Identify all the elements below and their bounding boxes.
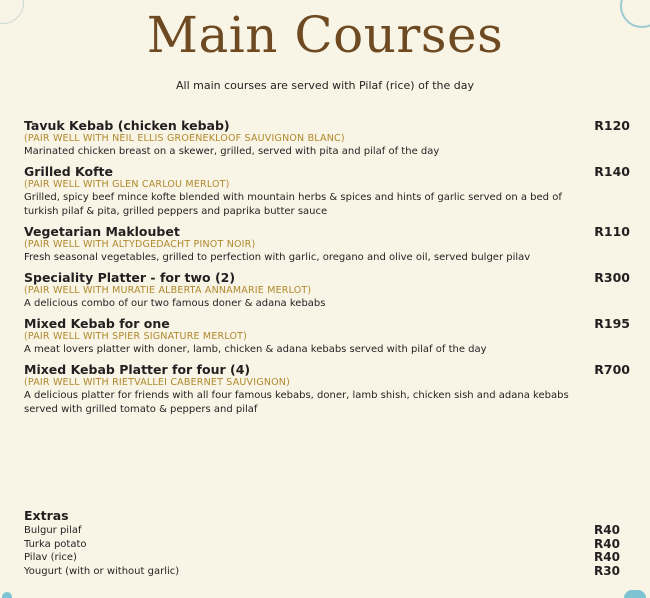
- course-description: Marinated chicken breast on a skewer, grilled, served with pita and pilaf of the day: [24, 146, 440, 157]
- course-item: [24, 118, 632, 159]
- course-price: R195: [594, 316, 630, 331]
- extra-name: Yougurt (with or without garlic): [24, 565, 180, 577]
- extra-item: [24, 565, 632, 579]
- extra-name: Pilav (rice): [24, 552, 77, 563]
- extra-item: [24, 538, 632, 552]
- course-description: Grilled, spicy beef mince kofte blended with mountain herbs & spices and hints of garlic served on a bed of turkish pilaf & pita, grilled peppers and paprika butter sauce: [24, 192, 562, 217]
- course-name: Vegetarian Makloubet: [24, 224, 180, 239]
- course-name: Mixed Kebab Platter for four (4): [24, 362, 251, 377]
- wine-pairing: (PAIR WELL WITH GLEN CARLOU MERLOT): [24, 179, 230, 190]
- course-description: A delicious platter for friends with all four famous kebabs, doner, lamb shish, chicken sish and adana kebabs served with grilled tomato & peppers and pilaf: [24, 390, 569, 415]
- page-subtitle: All main courses are served with Pilaf (rice) of the day: [176, 79, 474, 92]
- wine-pairing: (PAIR WELL WITH ALTYDGEDACHT PINOT NOIR): [24, 239, 256, 250]
- course-name: Tavuk Kebab (chicken kebab): [24, 118, 230, 133]
- extra-price: R30: [594, 563, 620, 578]
- course-name: Speciality Platter - for two (2): [24, 270, 236, 285]
- course-name: Grilled Kofte: [24, 164, 114, 179]
- wine-pairing: (PAIR WELL WITH RIETVALLEI CABERNET SAUVIGNON): [24, 377, 291, 388]
- wine-pairing: (PAIR WELL WITH SPIER SIGNATURE MERLOT): [24, 331, 248, 342]
- course-description: A delicious combo of our two famous doner & adana kebabs: [24, 298, 326, 309]
- course-price: R300: [594, 270, 630, 285]
- course-item: [24, 362, 632, 417]
- extra-price: R40: [594, 523, 620, 537]
- extra-name: Bulgur pilaf: [24, 525, 82, 536]
- course-price: R110: [594, 224, 630, 239]
- course-item: [24, 164, 632, 219]
- border-ornament: [2, 592, 12, 598]
- course-item: [24, 224, 632, 265]
- border-ornament: [624, 590, 646, 598]
- course-description: Fresh seasonal vegetables, grilled to perfection with garlic, oregano and olive oil, served bulger pilav: [24, 252, 531, 263]
- wine-pairing: (PAIR WELL WITH NEIL ELLIS GROENEKLOOF SAUVIGNON BLANC): [24, 133, 345, 144]
- extras-heading: Extras: [24, 508, 69, 523]
- extras-section: [24, 508, 632, 578]
- extra-name: Turka potato: [24, 538, 87, 550]
- extra-item: [24, 551, 632, 565]
- page-title: Main Courses: [146, 6, 504, 64]
- course-price: R700: [594, 362, 630, 377]
- extra-item: [24, 524, 632, 538]
- wine-pairing: (PAIR WELL WITH MURATIE ALBERTA ANNAMARIE MERLOT): [24, 285, 312, 296]
- course-item: [24, 270, 632, 311]
- course-price: R140: [594, 164, 630, 179]
- course-price: R120: [594, 118, 630, 133]
- course-description: A meat lovers platter with doner, lamb, chicken & adana kebabs served with pilaf of the day: [24, 344, 487, 355]
- course-list: [24, 118, 632, 422]
- extra-price: R40: [594, 536, 620, 551]
- extra-price: R40: [594, 550, 620, 564]
- course-item: [24, 316, 632, 357]
- course-name: Mixed Kebab for one: [24, 316, 170, 331]
